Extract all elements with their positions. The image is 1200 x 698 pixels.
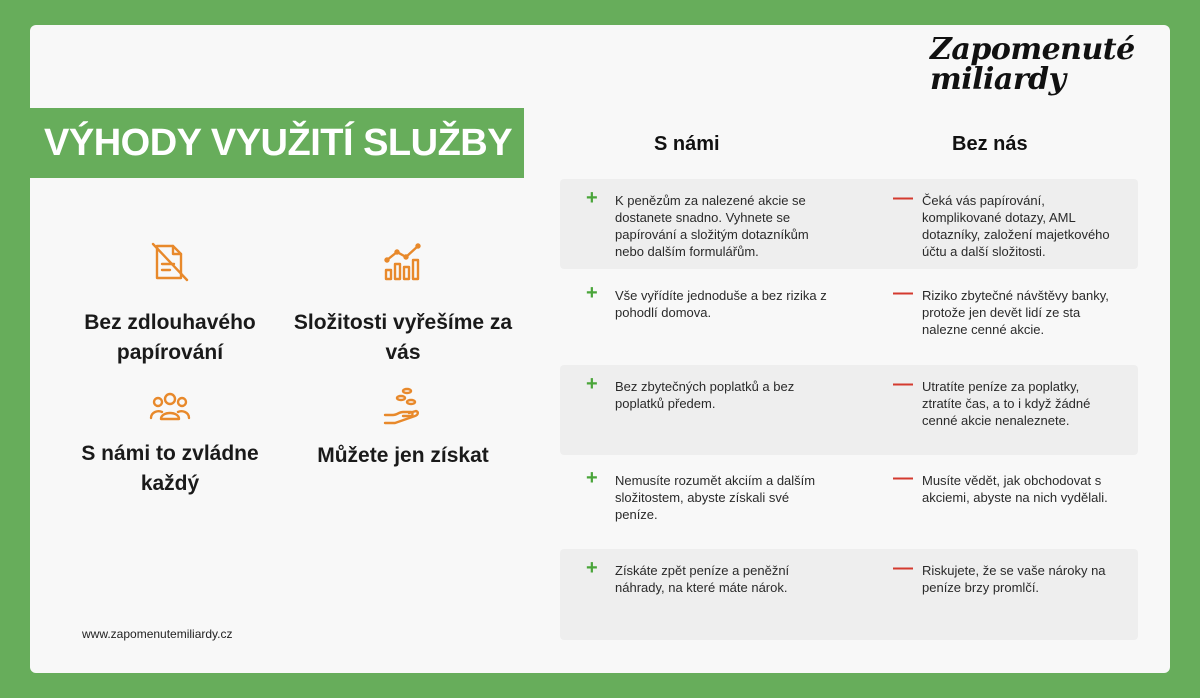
comparison-row [560, 274, 1138, 356]
plus-icon: + [586, 557, 598, 579]
feature-label: Bez zdlouhavého papírování [84, 311, 256, 364]
plus-icon: + [586, 373, 598, 395]
people-group-icon [148, 385, 192, 429]
minus-icon: — [893, 557, 913, 579]
disadvantage-text: Musíte vědět, jak obchodovat s akciemi, abyste na nich vydělali. [922, 473, 1108, 505]
minus-icon: — [893, 373, 913, 395]
feature-everyone [60, 385, 280, 499]
logo-line-1: Zapomenuté [930, 32, 1135, 67]
feature-we-solve [293, 240, 513, 368]
column-header-with-us: S námi [654, 133, 720, 155]
feature-label: S námi to zvládne každý [81, 442, 259, 495]
disadvantage-text: Čeká vás papírování, komplikované dotazy, AML dotazníky, založení majetkového účtu a další složitosti. [922, 193, 1110, 259]
advantage-text: Vše vyřídíte jednoduše a bez rizika z pohodlí domova. [615, 288, 827, 320]
page-title: VÝHODY VYUŽITÍ SLUŽBY [44, 121, 513, 164]
hand-coins-icon [381, 385, 425, 429]
chart-growth-icon [381, 240, 425, 284]
feature-no-paperwork [60, 240, 280, 368]
comparison-row [560, 459, 1138, 545]
comparison-row [560, 179, 1138, 269]
minus-icon: — [893, 187, 913, 209]
feature-label: Složitosti vyřešíme za vás [293, 311, 513, 364]
advantage-text: Nemusíte rozumět akciím a dalším složitostem, abyste získali své peníze. [615, 473, 816, 522]
plus-icon: + [586, 187, 598, 209]
feature-label: Můžete jen získat [317, 444, 489, 467]
comparison-row [560, 549, 1138, 640]
disadvantage-text: Riskujete, že se vaše nároky na peníze brzy promlčí. [922, 563, 1106, 595]
title-banner [30, 108, 524, 178]
advantage-text: K penězům za nalezené akcie se dostanete snadno. Vyhnete se papírování a složitým dotazníkům nebo dalším formulářům. [615, 193, 809, 259]
comparison-row [560, 365, 1138, 455]
plus-icon: + [586, 282, 598, 304]
column-header-without-us: Bez nás [952, 133, 1028, 155]
disadvantage-text: Riziko zbytečné návštěvy banky, protože jen devět lidí ze sta nalezne cenné akcie. [922, 288, 1109, 337]
logo-line-2: miliardy [930, 62, 1066, 97]
advantage-text: Získáte zpět peníze a peněžní náhrady, na které máte nárok. [615, 563, 790, 595]
minus-icon: — [893, 282, 913, 304]
infographic-card [30, 25, 1170, 673]
minus-icon: — [893, 467, 913, 489]
website-url: www.zapomenutemiliardy.cz [82, 627, 233, 641]
brand-logo [930, 32, 1145, 97]
feature-only-gain [293, 385, 513, 471]
no-paperwork-icon [148, 240, 192, 284]
disadvantage-text: Utratíte peníze za poplatky, ztratíte čas, a to i když žádné cenné akcie nenaleznete. [922, 379, 1091, 428]
advantage-text: Bez zbytečných poplatků a bez poplatků předem. [615, 379, 795, 411]
plus-icon: + [586, 467, 598, 489]
